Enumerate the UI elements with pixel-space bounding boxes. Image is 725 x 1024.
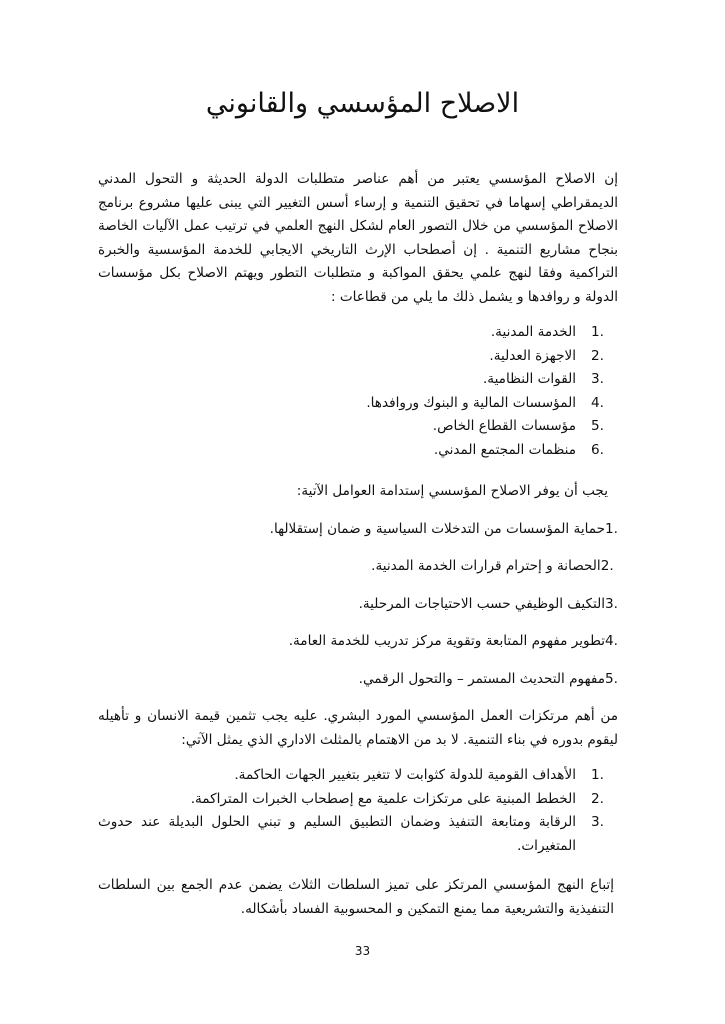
list-number: 5.	[605, 670, 618, 687]
administrative-triangle-list	[98, 764, 618, 858]
sector-text: مؤسسات القطاع الخاص.	[432, 418, 576, 434]
triangle-text: الأهداف القومية للدولة كثوابت لا تتغير بتغيير الجهات الحاكمة.	[234, 767, 576, 783]
page-title: الاصلاح المؤسسي والقانوني	[205, 88, 520, 119]
list-number: 1.	[591, 324, 604, 340]
list-number: 1.	[605, 520, 618, 537]
list-number: 4.	[591, 394, 604, 411]
list-number: 5.	[591, 418, 604, 434]
list-number: 2.	[600, 558, 618, 574]
list-number: 3.	[591, 814, 604, 830]
final-paragraph: إتباع النهج المؤسسي المرتكز على تميز السلطات الثلاث يضمن عدم الجمع بين السلطات التنفيذية والتشريعية مما يمنع التمكين و المحسوبية الفساد بأشكاله.	[98, 877, 614, 917]
factor-text: الحصانة و إحترام قرارات الخدمة المدنية.	[371, 558, 601, 574]
human-resources-paragraph: من أهم مرتكزات العمل المؤسسي المورد البشري. عليه يجب تثمين قيمة الانسان و تأهيله ليقوم بدوره في بناء التنمية. لا بد من الاهتمام بالمثلث الاداري الذي يمثل الآتي:	[98, 708, 618, 748]
factor-text: تطوير مفهوم المتابعة وتقوية مركز تدريب للخدمة العامة.	[288, 633, 606, 649]
sector-item	[98, 368, 604, 392]
sector-text: القوات النظامية.	[482, 371, 576, 387]
sector-text: الاجهزة العدلية.	[489, 347, 576, 364]
factor-text: حماية المؤسسات من التدخلات السياسية و ضمان إستقلالها.	[269, 520, 606, 537]
list-number: 1.	[591, 767, 604, 783]
list-number: 3.	[605, 595, 618, 612]
factor-item	[98, 668, 618, 692]
page-number: 33	[354, 944, 371, 958]
sector-text: الخدمة المدنية.	[490, 324, 576, 340]
document-body	[98, 168, 618, 921]
factor-item	[98, 630, 618, 654]
triangle-text: الرقابة ومتابعة التنفيذ وضمان التطبيق السليم و تبني الحلول البديلة عند حدوث المتغيرات.	[98, 814, 576, 854]
sector-item	[98, 392, 604, 416]
triangle-item	[98, 788, 604, 812]
factor-item	[98, 555, 618, 579]
sectors-list	[98, 321, 618, 462]
sector-item	[98, 321, 604, 345]
sector-item	[98, 439, 604, 463]
sector-item	[98, 345, 604, 369]
list-number: 4.	[605, 633, 618, 649]
sector-item	[98, 415, 604, 439]
list-number: 6.	[591, 441, 604, 458]
triangle-text: الخطط المبنية على مرتكزات علمية مع إصطحاب الخبرات المتراكمة.	[190, 790, 576, 807]
factor-text: التكيف الوظيفي حسب الاحتياجات المرحلية.	[358, 595, 606, 612]
factor-item	[98, 593, 618, 617]
factors-lead: يجب أن يوفر الاصلاح المؤسسي إستدامة العوامل الآتية:	[296, 483, 608, 499]
sector-text: منظمات المجتمع المدني.	[433, 441, 576, 458]
list-number: 3.	[591, 371, 604, 387]
list-number: 2.	[591, 790, 604, 807]
intro-paragraph: إن الاصلاح المؤسسي يعتبر من أهم عناصر متطلبات الدولة الحديثة و التحول المدني الديمقراطي إسهاما في تحقيق التنمية و إرساء أسس التغيير التي يبنى عليها مشروع برنامج الاصلاح المؤسسي من خلال التصور العام لشكل النهج العلمي في ترتيب عمل الآليات الخاصة بنجاح مشاريع التنمية . إن أصطحاب الإرث التاريخي الايجابي للخدمة المؤسسية والخبرة التراكمية وفقا لنهج علمي يحقق المواكبة و متطلبات التطور ويهتم الاصلاح بكل مؤسسات الدولة و روافدها و يشمل ذلك ما يلي من قطاعات :	[98, 171, 618, 305]
list-number: 2.	[591, 347, 604, 364]
factor-item	[98, 518, 618, 542]
factor-text: مفهوم التحديث المستمر – والتحول الرقمي.	[358, 670, 606, 687]
triangle-item	[98, 764, 604, 788]
sector-text: المؤسسات المالية و البنوك وروافدها.	[366, 394, 576, 411]
factors-list	[98, 518, 618, 692]
triangle-item	[98, 811, 604, 858]
